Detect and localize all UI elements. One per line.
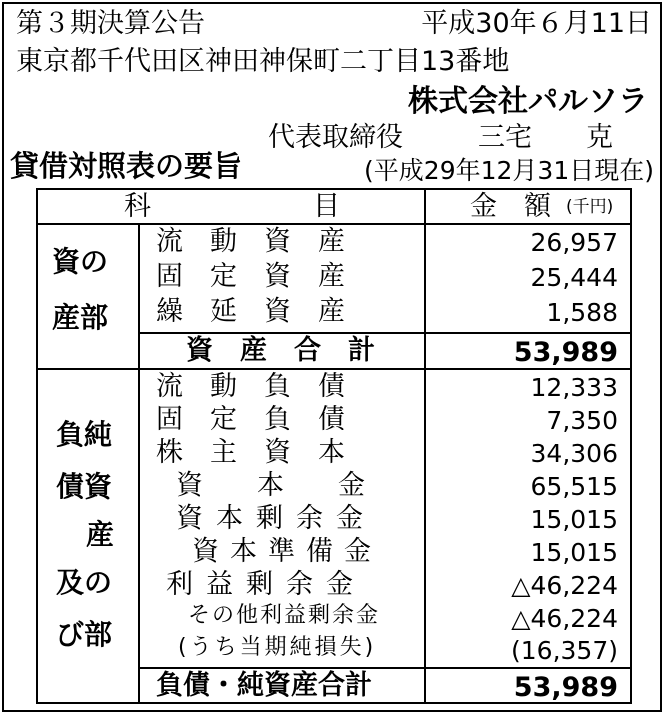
balance-sheet-title: 貸借対照表の要旨 [10, 149, 243, 183]
liability-row-label: その他利益剰余金 [188, 603, 381, 628]
liability-row-label: (うち当期純損失) [178, 635, 377, 660]
assets-total-label: 資 産 合 計 [186, 335, 375, 366]
section-divider [38, 368, 630, 370]
liability-row-label: 固 定 負 債 [156, 404, 345, 435]
asset-row-value: 1,588 [546, 298, 618, 327]
assets-label-divider [138, 225, 140, 368]
asset-row-value: 25,444 [530, 263, 618, 292]
asset-row-label: 繰 延 資 産 [156, 296, 345, 327]
asset-row-label: 流 動 資 産 [156, 226, 345, 257]
liability-row-label: 資本剰余金 [176, 503, 376, 534]
asset-row-label: 固 定 資 産 [156, 261, 345, 292]
liability-row-value: 12,333 [530, 373, 618, 402]
balance-sheet-table [36, 188, 632, 704]
representative-name: 三宅 克 [478, 122, 613, 153]
liabilities-total-value: 53,989 [513, 672, 618, 703]
liabilities-section-label: 負純 [56, 418, 113, 451]
header-divider [38, 223, 630, 225]
liability-row-value: △46,224 [511, 604, 618, 633]
unit-label: (千円) [566, 197, 614, 217]
amount-column-header: 金 額 [470, 191, 551, 222]
liabilities-label-divider [138, 370, 140, 702]
item-column-header: 科 目 [124, 191, 340, 222]
assets-section-label-2: 産部 [52, 301, 109, 334]
liability-row-value: 7,350 [546, 406, 618, 435]
liability-row-value: △46,224 [511, 571, 618, 600]
liabilities-total-divider [138, 667, 630, 669]
liabilities-section-label: 及の [56, 566, 113, 599]
liabilities-section-label: 産 [86, 518, 115, 551]
liability-row-label: 資 本 金 [176, 470, 365, 501]
liability-row-value: 15,015 [530, 505, 618, 534]
liabilities-section-label: び部 [56, 618, 113, 651]
notice-date: 平成30年６月11日 [421, 8, 652, 39]
liability-row-value: 15,015 [530, 538, 618, 567]
representative-title: 代表取締役 [268, 122, 403, 153]
liability-row-label: 利益剰余金 [166, 569, 366, 600]
liability-row-value: 65,515 [530, 472, 618, 501]
liabilities-total-label: 負債・純資産合計 [156, 670, 372, 701]
balance-sheet-period: (平成29年12月31日現在) [364, 156, 654, 185]
liability-row-label: 資本準備金 [192, 536, 382, 567]
liabilities-section-label: 債資 [56, 470, 113, 503]
amount-column-divider [424, 190, 426, 702]
liability-row-value: 34,306 [530, 439, 618, 468]
liability-row-value: (16,357) [511, 636, 618, 665]
notice-title: 第３期決算公告 [16, 8, 205, 39]
asset-row-value: 26,957 [530, 228, 618, 257]
company-name: 株式会社パルソラ [408, 84, 648, 119]
assets-total-value: 53,989 [513, 337, 618, 368]
liability-row-label: 株 主 資 本 [156, 437, 345, 468]
company-address: 東京都千代田区神田神保町二丁目13番地 [16, 46, 510, 77]
assets-section-label-1: 資の [52, 245, 109, 278]
assets-total-divider [138, 332, 630, 334]
liability-row-label: 流 動 負 債 [156, 371, 345, 402]
